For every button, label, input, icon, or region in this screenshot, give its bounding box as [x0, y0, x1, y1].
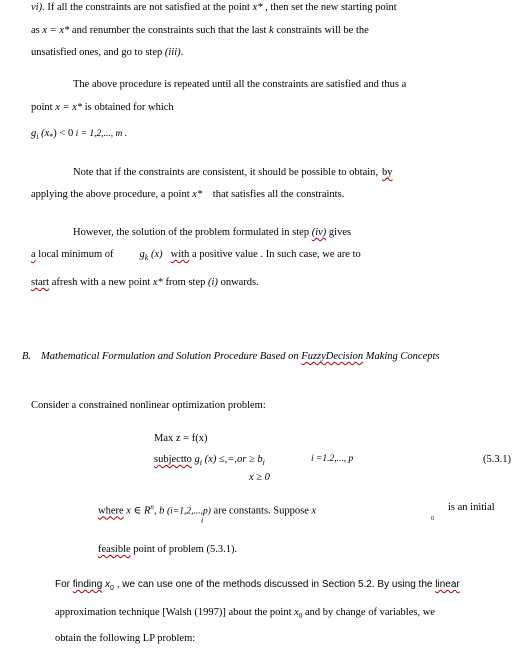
- equation-constraint: subjectto $g_i$ $(x) \le,=,or \ge b_i$: [154, 454, 265, 468]
- para4-line2: a local minimum of $g_k$ (x) with a positive value . In such case, we are to: [31, 249, 361, 263]
- para2-line3-inequality: $g_i$ $(x_*) < 0$ i = 1,2,..., m .: [31, 128, 128, 142]
- para2-line1: The above procedure is repeated until all the constraints are satisfied and thus a: [73, 79, 407, 90]
- para6-subscript-zero: 0: [431, 516, 434, 522]
- equation-index-range: i =1.2,..., p: [311, 454, 354, 464]
- para6-line1-end: is an initial: [448, 502, 495, 513]
- para4-line3: start afresh with a new point x* from step (i) onwards.: [31, 277, 259, 288]
- para3-line2: applying the above procedure, a point x* that satisfies all the constraints.: [31, 189, 345, 200]
- para1-line2: as x = x* and renumber the constraints such that the last k constraints will be the: [31, 25, 369, 36]
- para7-line1: For finding $x_0$ , we can use one of the methods discussed in Section 5.2. By using the linear: [55, 579, 460, 592]
- para3-line1: Note that if the constraints are consistent, it should be possible to obtain, by: [73, 167, 393, 178]
- para6-line2: feasible point of problem (5.3.1).: [98, 544, 238, 555]
- para7-line2: approximation technique [Walsh (1997)] about the point $x_0$ and by change of variables, we: [55, 607, 435, 621]
- equation-number: (5.3.1): [483, 454, 511, 465]
- step-label: vi).: [31, 2, 45, 13]
- section-heading: B. Mathematical Formulation and Solution Procedure Based on FuzzyDecision Making Concepts: [22, 351, 440, 362]
- para2-line2: point x = x* is obtained for which: [31, 102, 174, 113]
- para6-subscript-i: i: [201, 516, 204, 525]
- para6-line1: where x ∈ $R^n$, b (i=1,2,...,p) are constants. Suppose x: [98, 503, 317, 517]
- para1-line3: unsatisfied ones, and go to step (iii).: [31, 47, 184, 58]
- para1-line1: vi). If all the constraints are not satisfied at the point x* , then set the new starting point: [31, 2, 397, 13]
- para7-line3: obtain the following LP problem:: [55, 633, 196, 644]
- para4-line1: However, the solution of the problem formulated in step (iv) gives: [73, 227, 352, 238]
- equation-objective: Max z = f(x): [154, 433, 208, 444]
- para5-intro: Consider a constrained nonlinear optimization problem:: [31, 400, 266, 411]
- section-label: B.: [22, 351, 32, 362]
- equation-nonnegativity: x ≥ 0: [249, 472, 270, 483]
